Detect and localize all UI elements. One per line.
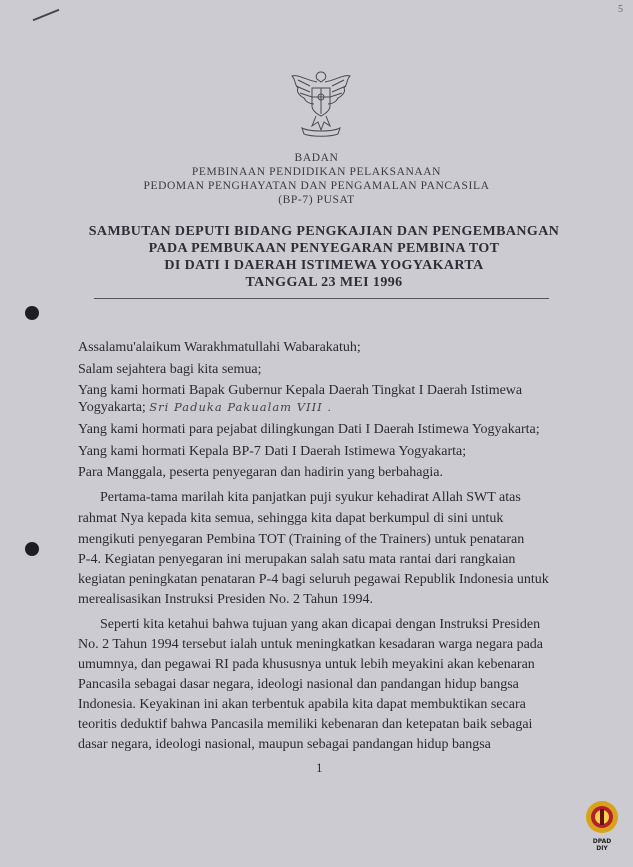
paragraph-line: rahmat Nya kepada kita semua, sehingga kita dapat berkumpul di sini untuk: [78, 511, 504, 526]
title-line-2: PADA PEMBUKAAN PENYEGARAN PEMBINA TOT: [148, 241, 500, 256]
corner-number: 5: [618, 4, 623, 15]
paragraph-line: Seperti kita ketahui bahwa tujuan yang akan dicapai dengan Instruksi Presiden: [100, 617, 541, 632]
paragraph-line: No. 2 Tahun 1994 tersebut ialah untuk meningkatkan kesadaran warga negara pada: [78, 637, 544, 652]
title-line-1: SAMBUTAN DEPUTI BIDANG PENGKAJIAN DAN PENGEMBANGAN: [88, 224, 560, 239]
logo-caption-line2: DIY: [596, 845, 608, 852]
pen-mark: [33, 9, 60, 21]
greeting-line: Salam sejahtera bagi kita semua;: [78, 362, 262, 377]
punch-hole: [25, 306, 39, 320]
title-line-3: DI DATI I DAERAH ISTIMEWA YOGYAKARTA: [164, 258, 484, 273]
paragraph-line: Indonesia. Keyakinan ini akan terbentuk apabila kita dapat membuktikan secara: [78, 697, 526, 712]
greeting-line-text: Yogyakarta;: [78, 400, 146, 415]
dpad-logo-icon: [585, 800, 619, 834]
org-line-1: BADAN: [294, 152, 339, 164]
punch-hole: [25, 542, 39, 556]
page-number: 1: [316, 760, 323, 775]
paragraph-line: Pertama-tama marilah kita panjatkan puji syukur kehadirat Allah SWT atas: [100, 490, 521, 505]
greeting-line: Assalamu'alaikum Warakhmatullahi Wabarakatuh;: [78, 340, 361, 355]
greeting-line: Para Manggala, peserta penyegaran dan hadirin yang berbahagia.: [78, 465, 444, 480]
paragraph-line: mengikuti penyegaran Pembina TOT (Training of the Trainers) untuk penataran: [78, 532, 525, 547]
handwritten-note: Sri Paduka Pakualam VIII .: [149, 400, 332, 414]
paragraph-line: merealisasikan Instruksi Presiden No. 2 Tahun 1994.: [78, 592, 374, 607]
org-line-3: PEDOMAN PENGHAYATAN DAN PENGAMALAN PANCASILA: [143, 180, 490, 192]
org-line-2: PEMBINAAN PENDIDIKAN PELAKSANAAN: [191, 166, 442, 178]
garuda-emblem-icon: [288, 66, 354, 140]
paragraph-line: dasar negara, ideologi nasional, maupun sebagai pandangan hidup bangsa: [78, 737, 491, 752]
title-divider: [94, 298, 549, 299]
title-line-4: TANGGAL 23 MEI 1996: [245, 275, 403, 290]
paragraph-line: umumnya, dan pegawai RI pada khususnya untuk lebih meyakini akan kebenaran: [78, 657, 535, 672]
greeting-line: Yang kami hormati Bapak Gubernur Kepala Daerah Tingkat I Daerah Istimewa: [78, 383, 523, 398]
logo-caption: [586, 838, 618, 852]
greeting-line: Yang kami hormati Kepala BP-7 Dati I Daerah Istimewa Yogyakarta;: [78, 444, 467, 459]
org-line-4: (BP-7) PUSAT: [278, 194, 355, 206]
logo-caption-line1: DPAD: [592, 838, 612, 845]
paragraph-line: kegiatan peningkatan penataran P-4 bagi seluruh pegawai Republik Indonesia untuk: [78, 572, 549, 587]
greeting-line: [78, 400, 332, 416]
greeting-line: Yang kami hormati para pejabat dilingkungan Dati I Daerah Istimewa Yogyakarta;: [78, 422, 540, 437]
paragraph-line: P-4. Kegiatan penyegaran ini merupakan salah satu mata rantai dari rangkaian: [78, 552, 516, 567]
paragraph-line: teoritis deduktif bahwa Pancasila memiliki kebenaran dan ketepatan baik sebagai: [78, 717, 533, 732]
paragraph-line: Pancasila sebagai dasar negara, ideologi nasional dan pandangan hidup bangsa: [78, 677, 519, 692]
